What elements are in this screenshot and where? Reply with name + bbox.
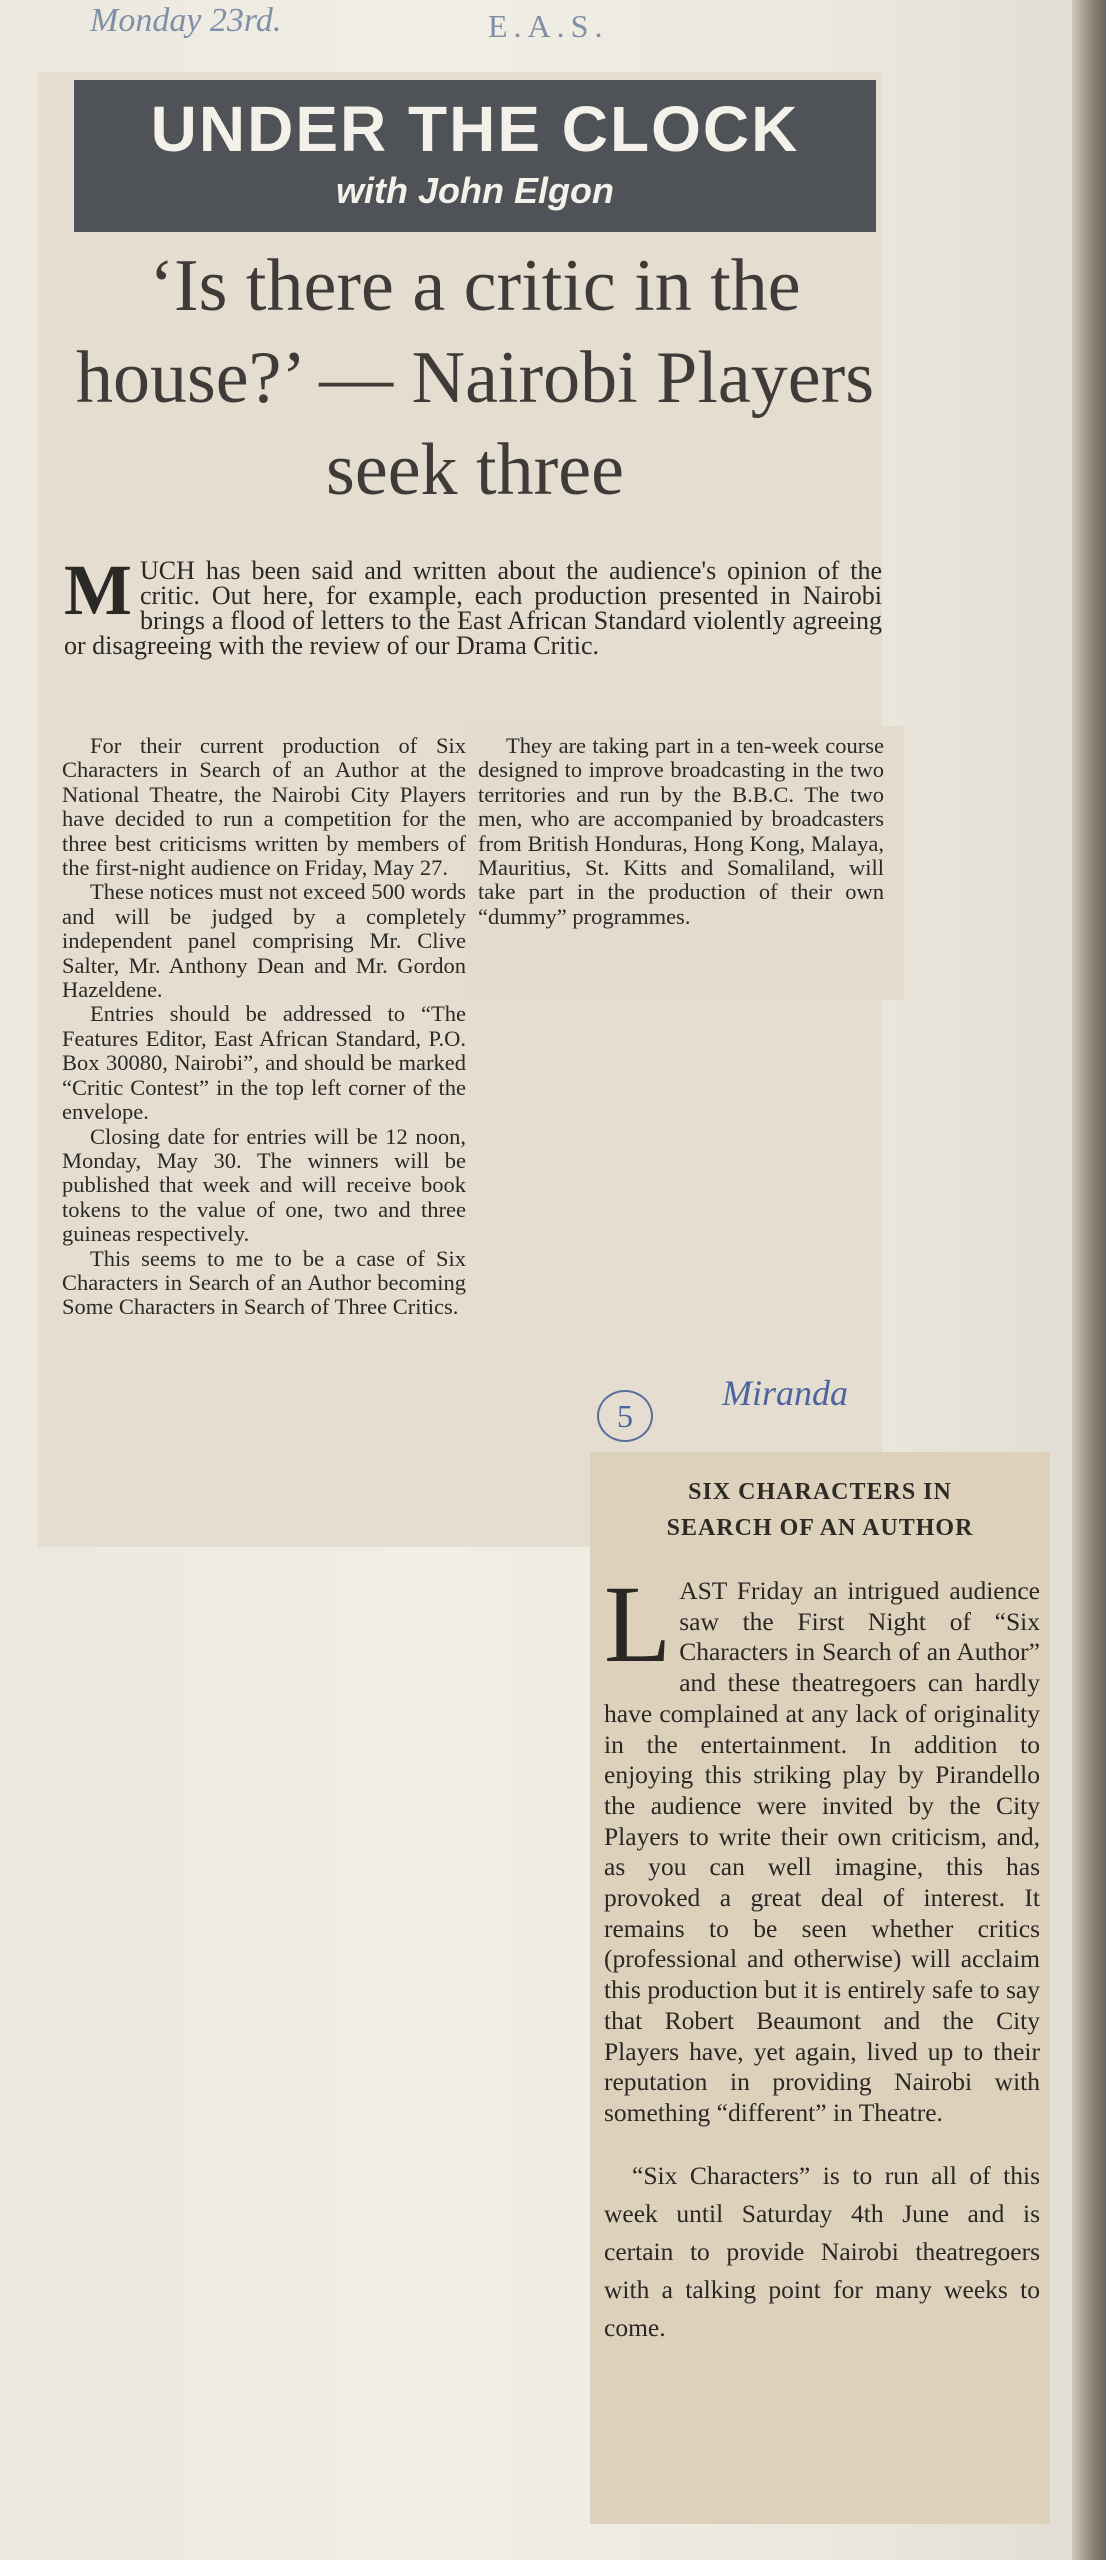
handwritten-date: Monday 23rd. [90, 2, 282, 39]
col1-paragraph: Entries should be addressed to “The Features Editor, East African Standard, P.O. Box 30080, Nairobi”, and should be marked “Critic Contest” in the top left corner of the envelope. [62, 1001, 466, 1125]
review-body [604, 1563, 1040, 2347]
col1-paragraph: These notices must not exceed 500 words and will be judged by a completely independent panel comprising Mr. Clive Salter, Mr. Anthony Dean and Mr. Gordon Hazeldene. [62, 879, 466, 1003]
review-title-line2: SEARCH OF AN AUTHOR [666, 1515, 974, 1541]
col1-paragraph: For their current production of Six Characters in Search of an Author at the National Theatre, the Nairobi City Players have decided to run a competition for the three best criticisms written by members of the first-night audience on Friday, May 27. [62, 733, 466, 881]
article-column-right [478, 734, 884, 929]
circled-number: 5 [597, 1390, 653, 1442]
review-title-line1: SIX CHARACTERS IN [688, 1479, 952, 1505]
handwritten-note: Miranda [722, 1373, 848, 1413]
lead-paragraph [64, 550, 882, 660]
banner-byline: with John Elgon [336, 170, 614, 211]
review-paragraph-1 [604, 1563, 1040, 2129]
lead-text: UCH has been said and written about the audience's opinion of the critic. Out here, for example, each production presented in Nairobi brings a flood of letters to the East African Standard violently agreeing or disagreeing with the review of our Drama Critic. [64, 556, 882, 660]
review-title [590, 1474, 1050, 1546]
lead-dropcap: M [64, 550, 132, 630]
review-paragraph-1-text: AST Friday an intrigued audience saw the First Night of “Six Characters in Search of an Author” and these theatregoers can hardly have complained at any lack of originality in the entertainment. In addition to enjoying this striking play by Pirandello the audience were invited by the City Players to write their own criticism, and, as you can well imagine, this has provoked a great deal of interest. It remains to be seen whether critics (professional and otherwise) will acclaim this production but it is entirely safe to say that Robert Beaumont and the City Players have, yet again, lived up to their reputation in providing Nairobi with something “different” in Theatre. [604, 1576, 1040, 2127]
col1-paragraph: This seems to me to be a case of Six Characters in Search of an Author becoming Some Characters in Search of Three Critics. [62, 1245, 466, 1320]
banner-title: UNDER THE CLOCK [150, 93, 800, 165]
headline: ‘Is there a critic in the house?’ — Nairobi Players seek three [75, 245, 875, 511]
review-dropcap: L [604, 1563, 672, 1685]
column-banner [74, 80, 876, 232]
col1-paragraph: Closing date for entries will be 12 noon, Monday, May 30. The winners will be published that week and will receive book tokens to the value of one, two and three guineas respectively. [62, 1123, 466, 1247]
scrapbook-spine [1072, 0, 1106, 2560]
handwritten-source: E.A.S. [488, 8, 609, 44]
col2-paragraph: They are taking part in a ten-week course designed to improve broadcasting in the two territories and run by the B.B.C. The two men, who are accompanied by broadcasters from British Honduras, Hong Kong, Malaya, Mauritius, St. Kitts and Somaliland, will take part in the production of their own “dummy” programmes. [478, 733, 884, 929]
review-paragraph-2: “Six Characters” is to run all of this week until Saturday 4th June and is certain to provide Nairobi theatregoers with a talking point for many weeks to come. [604, 2160, 1040, 2342]
article-column-left [62, 734, 466, 1320]
